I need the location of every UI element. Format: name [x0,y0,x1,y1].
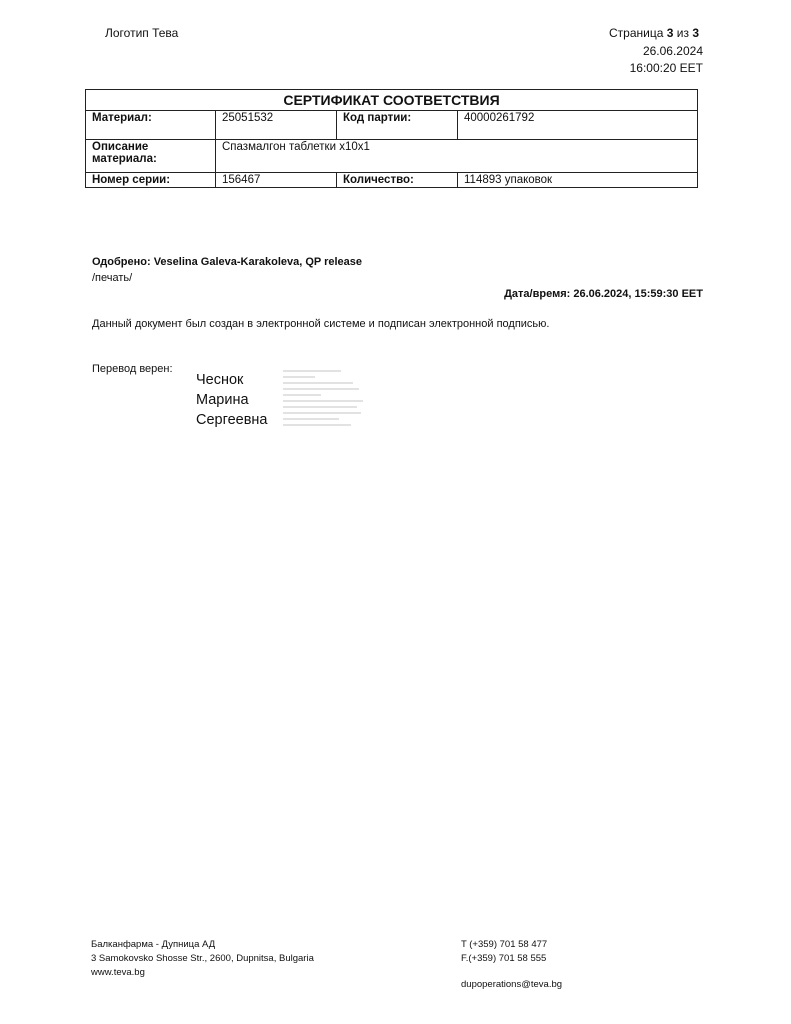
translator-first-name: Марина [196,392,249,408]
footer-company: Балканфарма - Дупница АД [91,939,216,950]
batch-value: 40000261792 [458,111,698,140]
quantity-label: Количество: [337,173,458,188]
electronic-signature-note: Данный документ был создан в электронной системе и подписан электронной подписью. [92,318,550,330]
translation-label: Перевод верен: [92,363,173,375]
approved-by: Одобрено: Veselina Galeva-Karakoleva, QP release [92,256,363,268]
page-current: 3 [666,26,674,40]
certificate-title: СЕРТИФИКАТ СООТВЕТСТВИЯ [86,90,698,111]
page-prefix: Страница [609,26,667,40]
footer-company-block [91,938,314,980]
material-label: Материал: [86,111,216,140]
series-value: 156467 [216,173,337,188]
description-label: Описание материала: [86,140,216,173]
certificate-table [85,89,698,188]
page-total: 3 [692,26,699,40]
material-value: 25051532 [216,111,337,140]
logo-placeholder: Логотип Тева [105,26,179,40]
translator-surname: Чеснок [196,372,244,388]
quantity-value: 114893 упаковок [458,173,698,188]
header-date: 26.06.2024 [642,44,703,58]
approval-datetime: Дата/время: 26.06.2024, 15:59:30 EET [504,288,703,300]
footer-address: 3 Samokovsko Shosse Str., 2600, Dupnitsa, Bulgaria [91,953,314,964]
batch-label: Код партии: [337,111,458,140]
page-indicator [609,26,699,40]
footer-fax: F.(+359) 701 58 555 [461,953,547,964]
footer-contact-block [461,938,547,966]
translator-patronymic: Сергеевна [196,412,268,428]
digital-signature-stamp [281,368,367,435]
footer-website: www.teva.bg [91,967,145,978]
stamp-note: /печать/ [92,272,133,284]
description-value: Спазмалгон таблетки x10x1 [216,140,698,173]
footer-email: dupoperations@teva.bg [461,979,563,990]
translator-name [196,370,267,430]
page-sep: из [673,26,693,40]
header-time: 16:00:20 EET [629,61,703,75]
footer-phone: T (+359) 701 58 477 [461,939,548,950]
signature-stamp-lines [281,368,367,432]
series-label: Номер серии: [86,173,216,188]
